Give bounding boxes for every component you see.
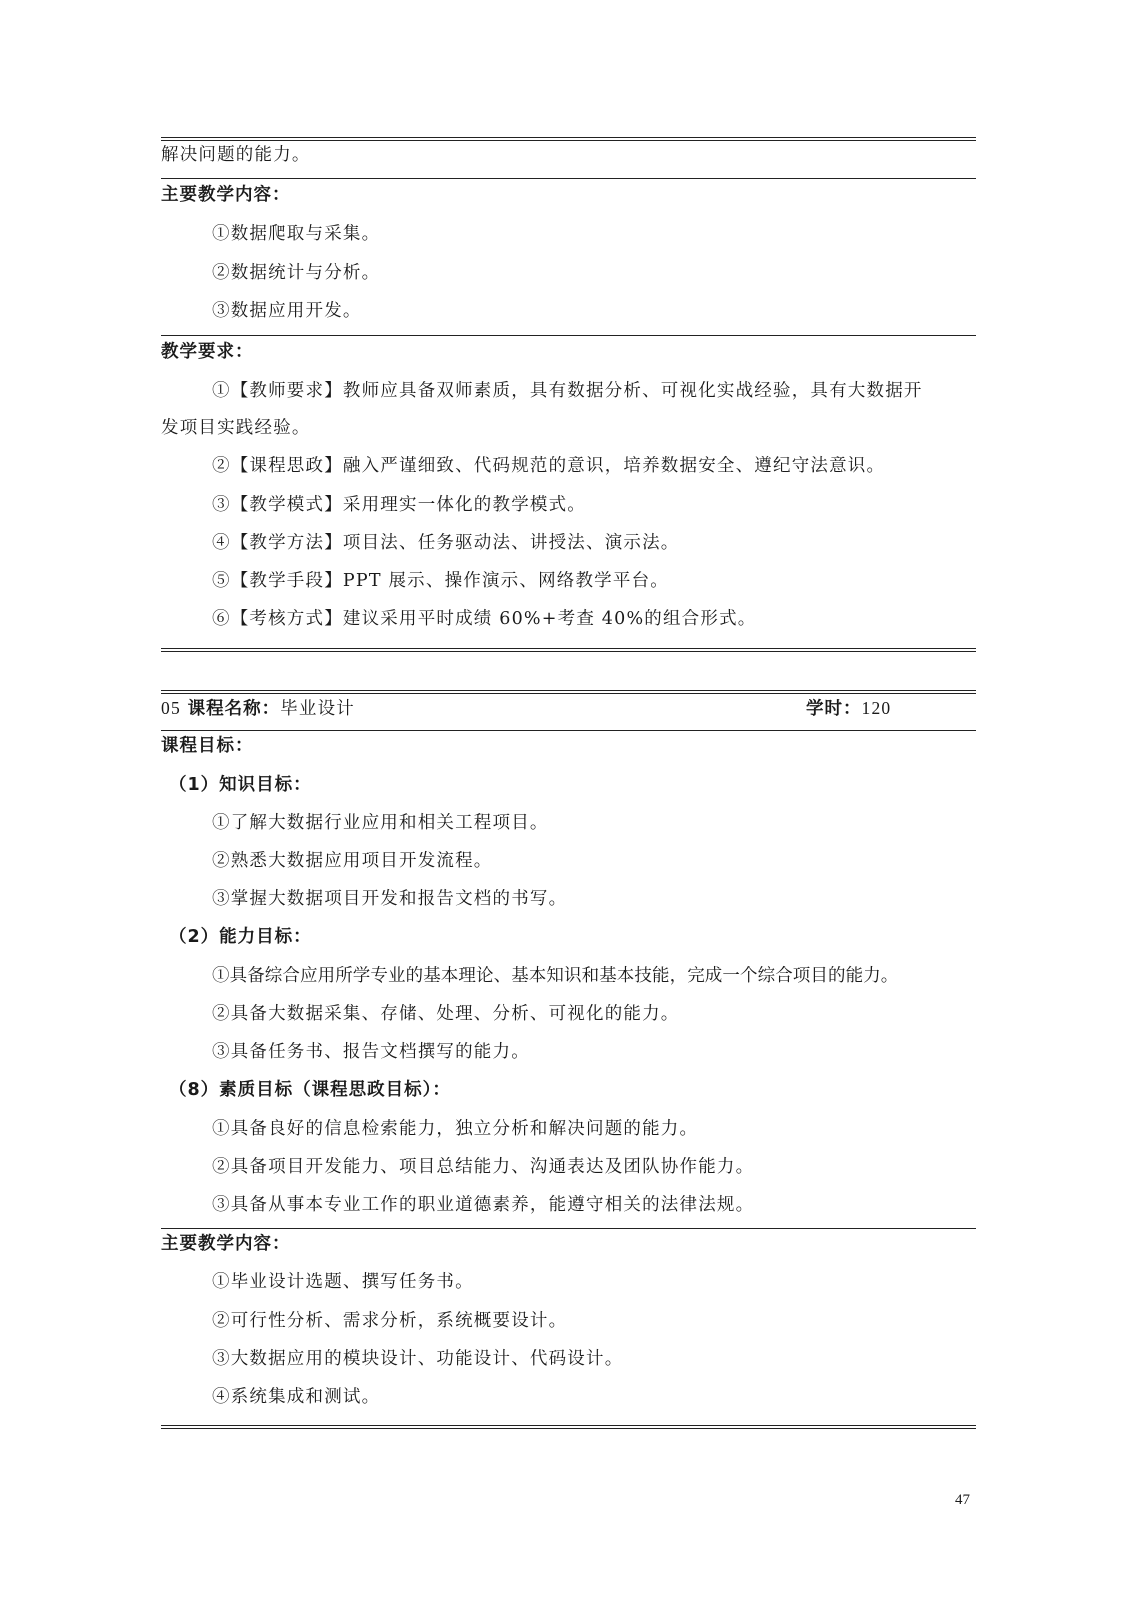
requirements-heading: 教学要求： xyxy=(161,342,254,362)
course-hours-label: 学时： xyxy=(806,699,862,719)
quality-item: ①具备良好的信息检索能力，独立分析和解决问题的能力。 xyxy=(212,1119,699,1139)
course-name: 毕业设计 xyxy=(280,699,355,719)
section-bottom-rule xyxy=(161,1425,976,1429)
section-top-rule xyxy=(161,137,976,141)
quality-item: ②具备项目开发能力、项目总结能力、沟通表达及团队协作能力。 xyxy=(212,1157,755,1177)
content-item: ①数据爬取与采集。 xyxy=(212,224,381,244)
content-item: ①毕业设计选题、撰写任务书。 xyxy=(212,1272,474,1292)
knowledge-item: ③掌握大数据项目开发和报告文档的书写。 xyxy=(212,889,568,909)
requirement-item: ③【教学模式】采用理实一体化的教学模式。 xyxy=(212,495,586,515)
ability-item: ①具备综合应用所学专业的基本理论、基本知识和基本技能，完成一个综合项目的能力。 xyxy=(212,966,899,986)
content-heading: 主要教学内容： xyxy=(161,1234,291,1254)
divider xyxy=(161,730,976,731)
divider xyxy=(161,335,976,336)
requirement-item: ④【教学方法】项目法、任务驱动法、讲授法、演示法。 xyxy=(212,533,680,553)
ability-heading: （2）能力目标： xyxy=(169,927,312,947)
page-number: 47 xyxy=(955,1492,970,1508)
quality-item: ③具备从事本专业工作的职业道德素养，能遵守相关的法律法规。 xyxy=(212,1195,755,1215)
content-item: ②数据统计与分析。 xyxy=(212,263,381,283)
knowledge-item: ②熟悉大数据应用项目开发流程。 xyxy=(212,851,493,871)
course-title-row xyxy=(161,697,355,720)
ability-item: ②具备大数据采集、存储、处理、分析、可视化的能力。 xyxy=(212,1004,680,1024)
quality-heading: （8）素质目标（课程思政目标）： xyxy=(169,1080,451,1100)
ability-item: ③具备任务书、报告文档撰写的能力。 xyxy=(212,1042,530,1062)
content-heading: 主要教学内容： xyxy=(161,185,291,205)
goals-heading: 课程目标： xyxy=(161,736,254,756)
knowledge-heading: （1）知识目标： xyxy=(169,775,312,795)
content-item: ③大数据应用的模块设计、功能设计、代码设计。 xyxy=(212,1349,624,1369)
content-item: ②可行性分析、需求分析，系统概要设计。 xyxy=(212,1311,568,1331)
requirement-item-continued: 发项目实践经验。 xyxy=(161,418,311,438)
course-05-section xyxy=(161,690,976,1450)
course-hours-value: 120 xyxy=(861,698,892,718)
course-hours xyxy=(806,697,891,720)
content-item: ③数据应用开发。 xyxy=(212,301,362,321)
knowledge-item: ①了解大数据行业应用和相关工程项目。 xyxy=(212,813,549,833)
divider xyxy=(161,1228,976,1229)
section-top-rule xyxy=(161,690,976,694)
previous-course-section xyxy=(161,137,976,657)
requirement-item: ②【课程思政】融入严谨细致、代码规范的意识，培养数据安全、遵纪守法意识。 xyxy=(212,456,886,476)
requirement-item: ①【教师要求】教师应具备双师素质，具有数据分析、可视化实战经验，具有大数据开 xyxy=(212,381,923,401)
course-number: 05 xyxy=(161,698,181,718)
section-bottom-rule xyxy=(161,648,976,652)
divider xyxy=(161,178,976,179)
content-item: ④系统集成和测试。 xyxy=(212,1387,381,1407)
carryover-text: 解决问题的能力。 xyxy=(161,145,311,165)
requirement-item: ⑤【教学手段】PPT 展示、操作演示、网络教学平台。 xyxy=(212,571,669,591)
course-name-label: 课程名称： xyxy=(187,699,281,719)
requirement-item: ⑥【考核方式】建议采用平时成绩 60%+考查 40%的组合形式。 xyxy=(212,609,757,629)
